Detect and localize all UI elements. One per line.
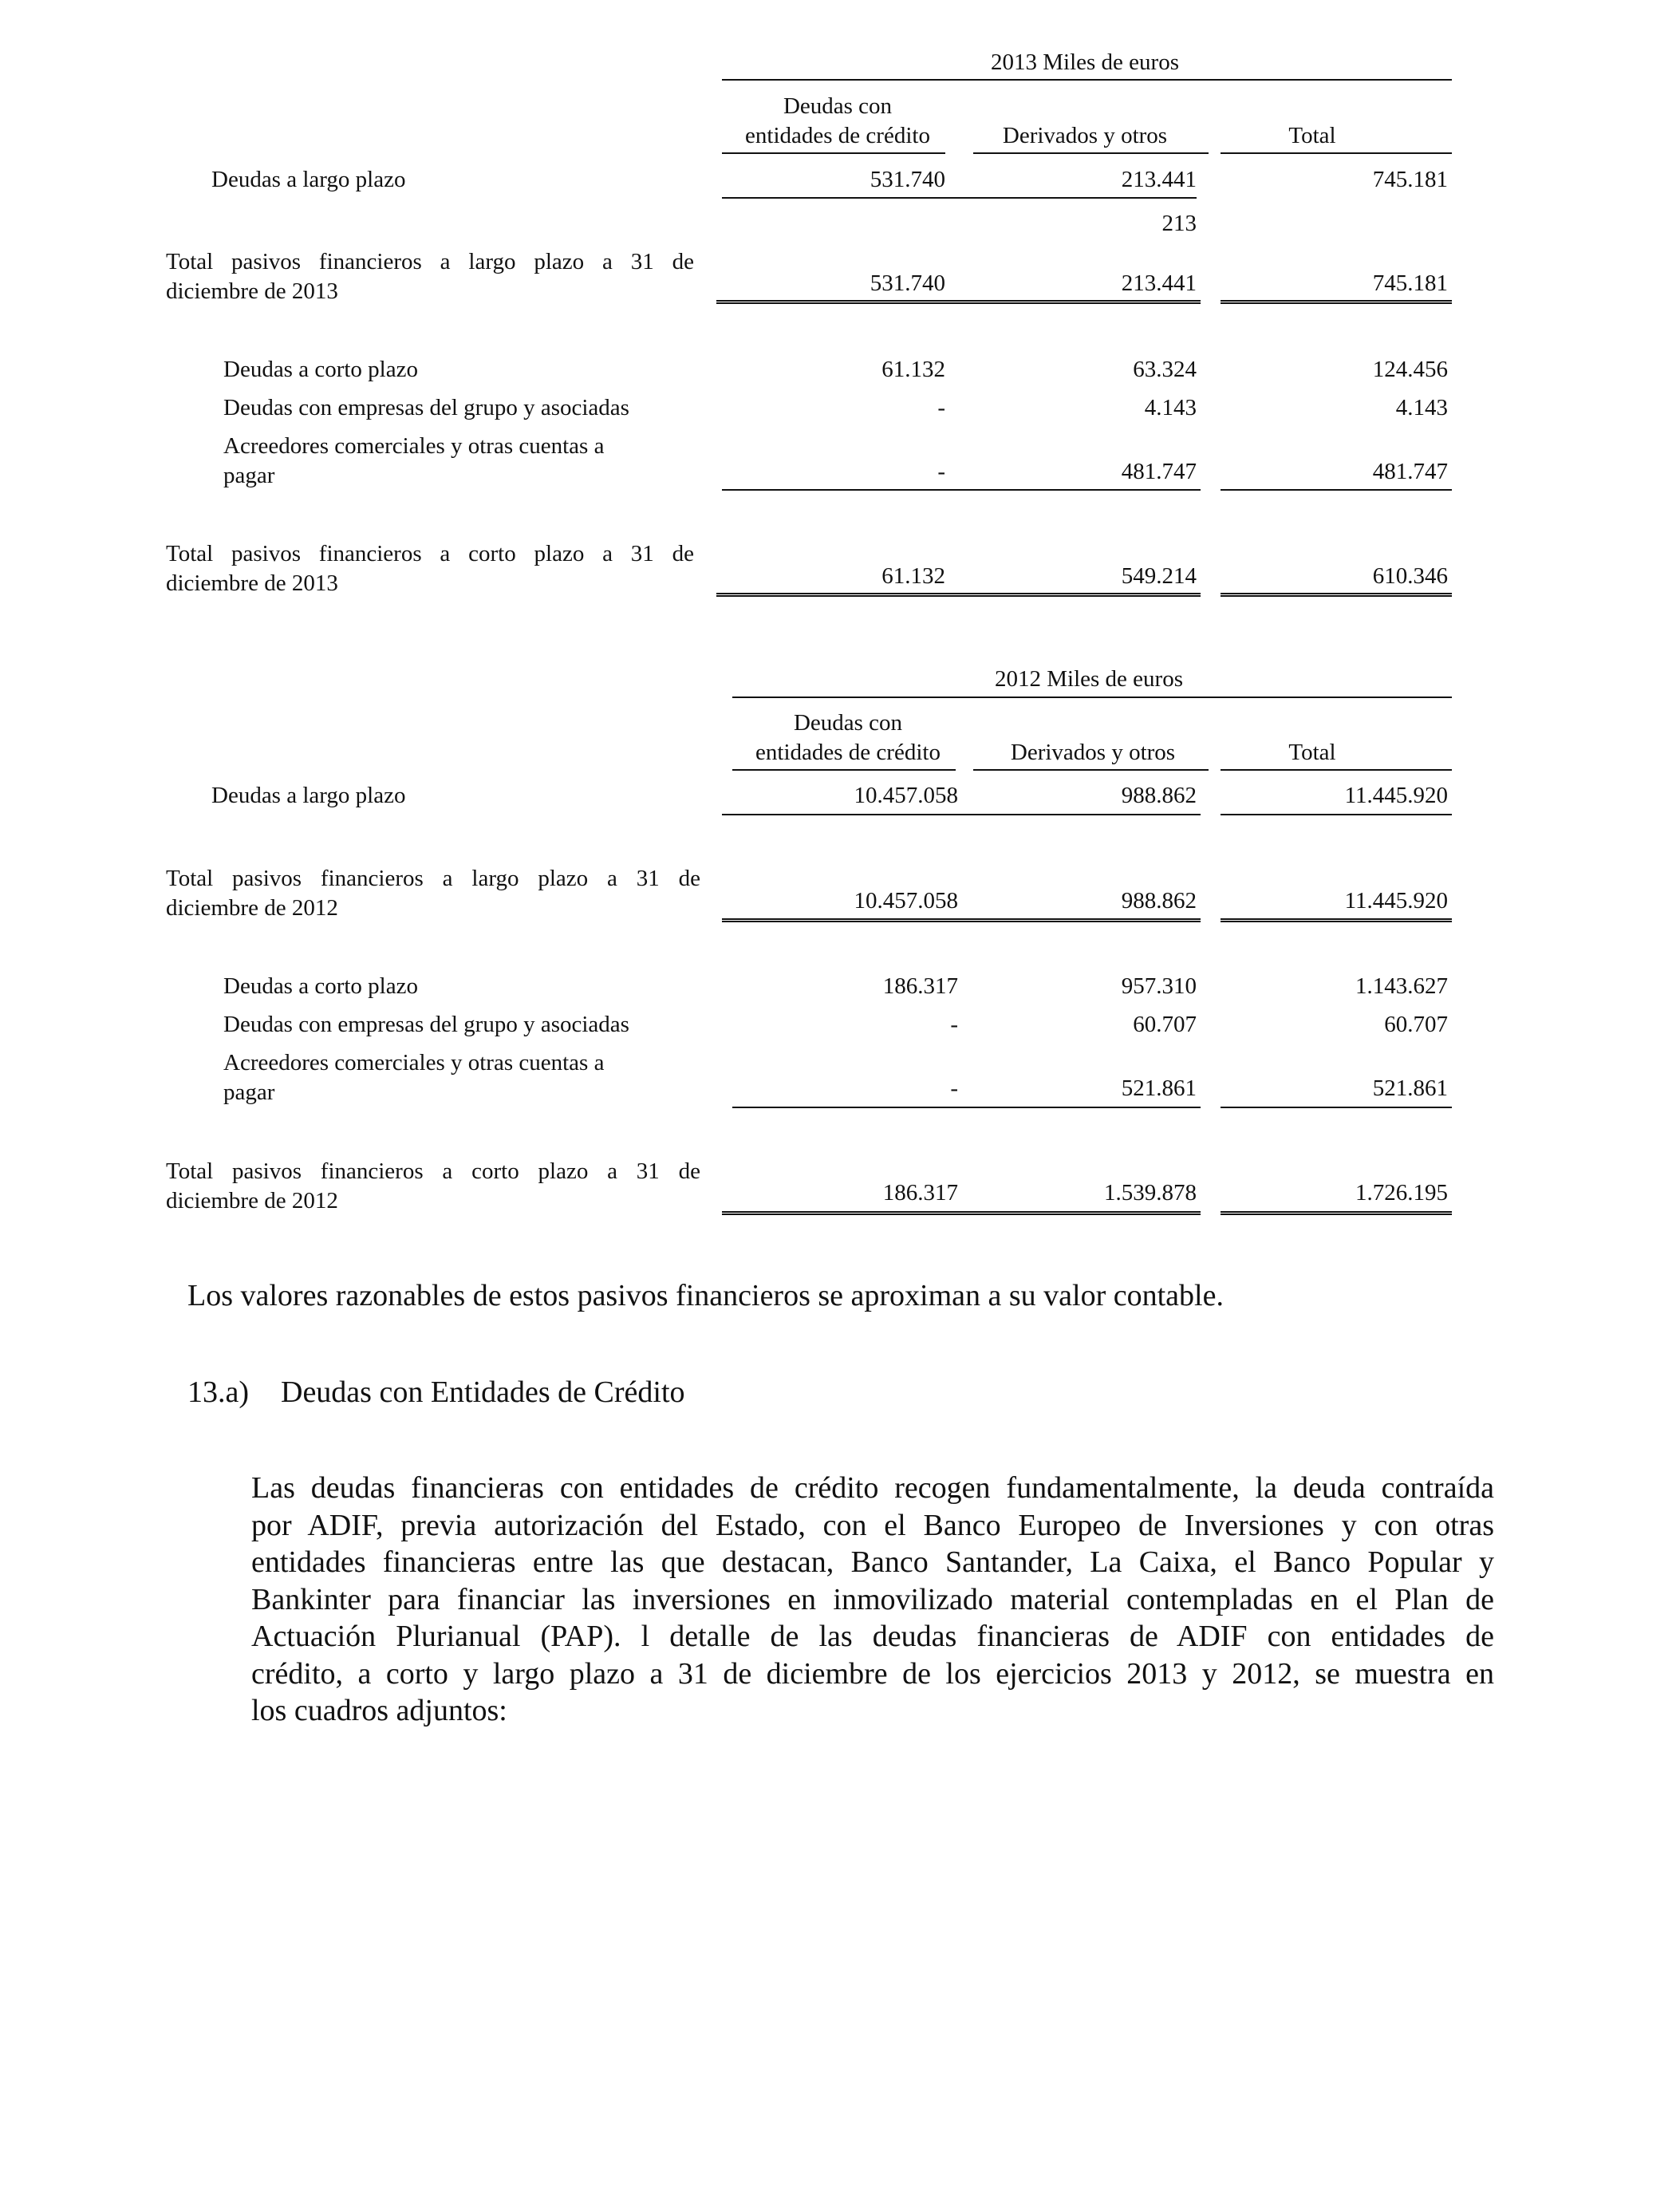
cell-value: 531.740 — [870, 270, 945, 296]
paragraph-line: entidades financieras entre las que destacan, Banco Santander, La Caixa, el Banco Popular y — [251, 1545, 1494, 1579]
fair-value-sentence: Los valores razonables de estos pasivos financieros se aproximan a su valor contable. — [187, 1279, 1224, 1312]
cell-value: 10.457.058 — [854, 888, 958, 914]
divider — [1221, 152, 1452, 154]
cell-value: 1.726.195 — [1355, 1180, 1448, 1206]
double-divider — [716, 300, 1201, 304]
cell-value: - — [937, 459, 945, 484]
divider — [722, 197, 1197, 199]
table-header: 2012 Miles de euros — [995, 666, 1183, 692]
double-divider — [716, 593, 1201, 597]
column-header-derivados: Derivados y otros — [1010, 740, 1176, 765]
paragraph-line: Bankinter para financiar las inversiones en inmovilizado material contempladas en el Plan de — [251, 1582, 1494, 1616]
cell-value: 531.740 — [870, 167, 945, 192]
double-divider — [1221, 300, 1452, 304]
row-label: Deudas a corto plazo — [223, 357, 418, 382]
cell-value: 549.214 — [1121, 563, 1197, 589]
cell-value: 1.143.627 — [1355, 973, 1448, 999]
row-label: diciembre de 2012 — [166, 1188, 338, 1214]
cell-value: 521.861 — [1121, 1075, 1197, 1101]
row-label: diciembre de 2013 — [166, 278, 338, 304]
cell-value: 988.862 — [1121, 888, 1197, 914]
cell-value: 186.317 — [882, 1180, 958, 1206]
row-label: Deudas con empresas del grupo y asociadas — [223, 1012, 629, 1037]
section-number: 13.a) — [187, 1375, 250, 1409]
divider — [973, 152, 1209, 154]
cell-value: 957.310 — [1121, 973, 1197, 999]
double-divider — [722, 918, 1201, 922]
divider — [1221, 769, 1452, 771]
cell-value: 1.539.878 — [1104, 1180, 1197, 1206]
cell-value: - — [950, 1075, 958, 1101]
row-label: Total pasivos financieros a largo plazo a 31 de — [166, 249, 694, 274]
double-divider — [1221, 918, 1452, 922]
divider — [1221, 489, 1452, 491]
row-label: diciembre de 2013 — [166, 570, 338, 596]
cell-value: 988.862 — [1121, 783, 1197, 808]
cell-value: 521.861 — [1372, 1075, 1448, 1101]
row-label: Total pasivos financieros a corto plazo a 31 de — [166, 1158, 700, 1184]
divider — [722, 79, 1452, 81]
cell-value: - — [937, 395, 945, 420]
row-label: pagar — [223, 463, 275, 488]
divider — [722, 489, 1201, 491]
cell-value: 11.445.920 — [1344, 783, 1448, 808]
double-divider — [1221, 593, 1452, 597]
column-header-deudas-line1: Deudas con — [783, 93, 893, 119]
cell-value: 4.143 — [1395, 395, 1448, 420]
cell-value: 213.441 — [1121, 270, 1197, 296]
row-label: Acreedores comerciales y otras cuentas a — [223, 1050, 605, 1075]
paragraph-line: Actuación Plurianual (PAP). l detalle de las deudas financieras de ADIF con entidades de — [251, 1620, 1494, 1653]
cell-value: 63.324 — [1133, 357, 1197, 382]
cell-value: 745.181 — [1372, 270, 1448, 296]
row-label: Deudas a largo plazo — [211, 783, 406, 808]
paragraph-line: crédito, a corto y largo plazo a 31 de diciembre de los ejercicios 2013 y 2012, se muestra en — [251, 1656, 1494, 1691]
cell-value: 11.445.920 — [1344, 888, 1448, 914]
row-label: diciembre de 2012 — [166, 895, 338, 921]
divider — [1221, 814, 1452, 815]
column-header-deudas-line2: entidades de crédito — [745, 123, 930, 148]
divider — [1221, 1107, 1452, 1108]
row-label: Acreedores comerciales y otras cuentas a — [223, 433, 605, 459]
cell-value: 61.132 — [881, 357, 945, 382]
cell-value: 124.456 — [1372, 357, 1448, 382]
cell-value: 213.441 — [1121, 167, 1197, 192]
divider — [722, 814, 1201, 815]
cell-value: 61.132 — [881, 563, 945, 589]
paragraph-line: los cuadros adjuntos: — [251, 1694, 507, 1727]
double-divider — [1221, 1211, 1452, 1215]
row-label: Deudas con empresas del grupo y asociadas — [223, 395, 629, 420]
row-label: Deudas a largo plazo — [211, 167, 406, 192]
cell-value: 60.707 — [1384, 1012, 1448, 1037]
cell-value: 481.747 — [1372, 459, 1448, 484]
divider — [732, 1107, 1201, 1108]
row-label: Total pasivos financieros a corto plazo a 31 de — [166, 541, 694, 566]
divider — [732, 697, 1452, 698]
row-label: Deudas a corto plazo — [223, 973, 418, 999]
cell-value: 60.707 — [1133, 1012, 1197, 1037]
paragraph — [251, 1470, 1494, 1730]
cell-value: 10.457.058 — [854, 783, 958, 808]
cell-value: 186.317 — [882, 973, 958, 999]
double-divider — [722, 1211, 1201, 1215]
cell-value: 481.747 — [1121, 459, 1197, 484]
column-header-deudas-line1: Deudas con — [793, 710, 903, 736]
row-label: pagar — [223, 1079, 275, 1105]
column-header-deudas-line2: entidades de crédito — [755, 740, 941, 765]
paragraph-line: Las deudas financieras con entidades de crédito recogen fundamentalmente, la deuda contraída — [251, 1471, 1494, 1505]
section-title: Deudas con Entidades de Crédito — [281, 1375, 685, 1409]
column-header-total: Total — [1288, 740, 1336, 765]
row-label: Total pasivos financieros a largo plazo a 31 de — [166, 866, 700, 891]
divider — [732, 769, 956, 771]
table-header: 2013 Miles de euros — [991, 49, 1179, 75]
column-header-total: Total — [1288, 123, 1336, 148]
divider — [722, 152, 945, 154]
cell-value: 745.181 — [1372, 167, 1448, 192]
paragraph-line: por ADIF, previa autorización del Estado, con el Banco Europeo de Inversiones y con otras — [251, 1508, 1494, 1542]
cell-value: 213 — [1161, 211, 1197, 236]
cell-value: 610.346 — [1372, 563, 1448, 589]
cell-value: 4.143 — [1144, 395, 1197, 420]
cell-value: - — [950, 1012, 958, 1037]
column-header-derivados: Derivados y otros — [1002, 123, 1168, 148]
divider — [973, 769, 1209, 771]
